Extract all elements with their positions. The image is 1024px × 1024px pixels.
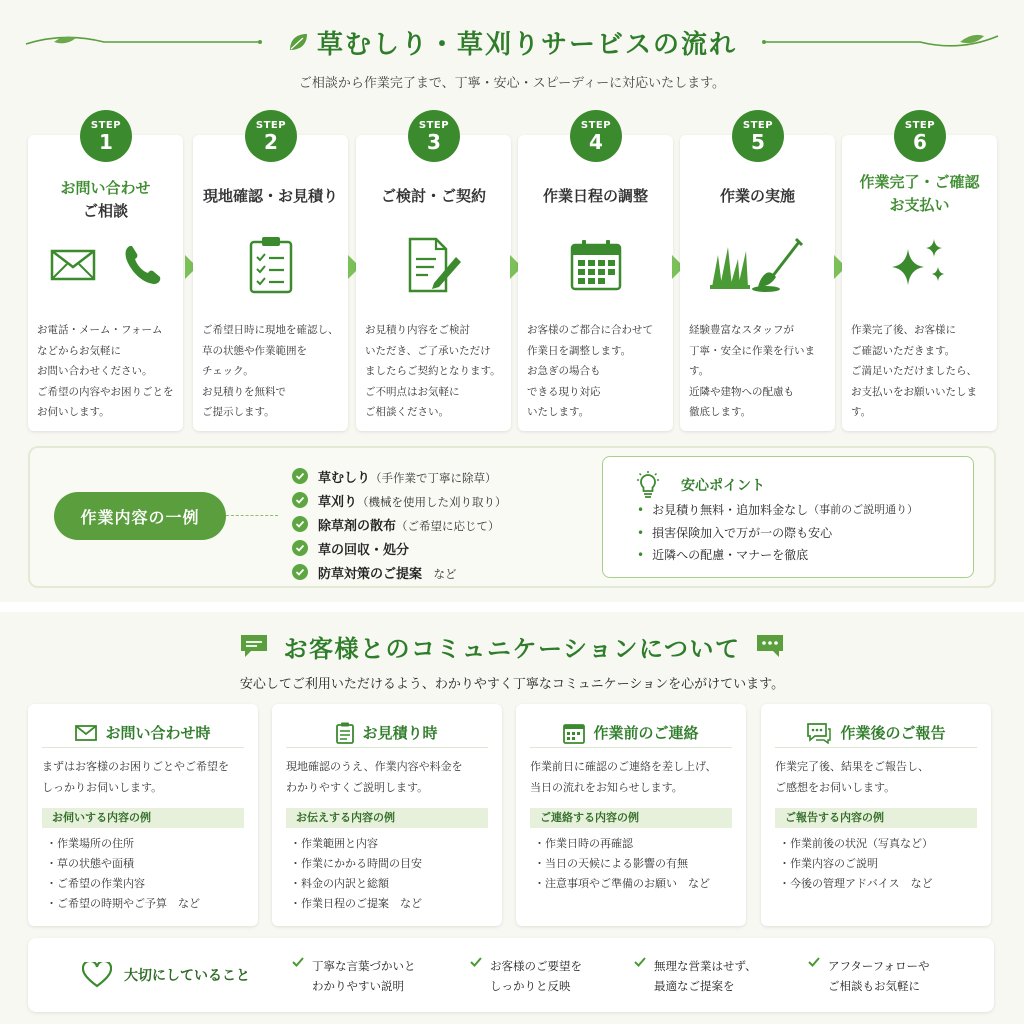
step-desc-line: ご満足いただけましたら、: [851, 365, 977, 377]
step-desc-line: などからお気軽に: [37, 344, 121, 357]
desc-line: しっかりお伺いします。: [42, 781, 163, 794]
step-badge-2: [245, 110, 297, 162]
item-main: • 損害保険加入で万が一の際も安心: [652, 525, 833, 540]
step-number: 3: [427, 129, 441, 154]
item-note: （事前のご説明通り）: [808, 503, 919, 516]
comm-card-description: [42, 756, 250, 798]
list-item: [637, 522, 918, 545]
step-title-line2: お支払い: [889, 196, 950, 214]
list-item: ・ 注意事項やご準備のお願い など: [534, 874, 710, 894]
step-description: [365, 320, 510, 423]
comm-card-report: [761, 704, 991, 926]
comm-card-prework: [516, 704, 746, 926]
communication-section: [0, 612, 1024, 1024]
work-example-pill: 作業内容の一例: [54, 492, 226, 540]
item-main: • お見積り無料・追加料金なし: [652, 503, 809, 517]
step-desc-line: ご確認いただきます。: [851, 344, 956, 357]
list-item: [292, 560, 507, 584]
step-badge-1: [80, 110, 132, 162]
list-item: ・ ご希望の時期やご予算 など: [46, 894, 200, 914]
chat-bubble-icon: [806, 722, 832, 744]
step-desc-line: ご相談ください。: [365, 406, 449, 418]
list-item: ・ ご希望の作業内容: [46, 874, 200, 894]
comm-card-estimate: [272, 704, 502, 926]
desc-line: わかりやすくご説明します。: [286, 781, 429, 794]
grass-shovel-icon: [680, 230, 835, 300]
communication-title-text: お客様とのコミュニケーションについて: [283, 634, 741, 663]
list-item: [292, 536, 507, 560]
comm-card-subheading: ご連絡する内容の例: [530, 808, 732, 828]
value-item-text: 無理な営業はせず、 最適なご提案を: [654, 959, 757, 993]
desc-line: 現地確認のうえ、作業内容や料金を: [286, 760, 463, 773]
check-circle-icon: [292, 516, 308, 532]
comm-card-title: [286, 718, 488, 748]
list-item: ・ 今後の管理アドバイス など: [779, 874, 933, 894]
comm-card-list: [290, 834, 422, 914]
step-label: STEP: [255, 119, 287, 131]
list-item: [637, 499, 918, 522]
title-row: [0, 22, 1024, 62]
safety-points-title-text: 安心ポイント: [681, 478, 765, 494]
comm-card-title-text: お問い合わせ時: [105, 724, 211, 742]
step-number: 4: [589, 129, 603, 154]
step-desc-line: 草の状態や作業範囲を: [202, 344, 307, 357]
values-panel: [28, 938, 994, 1012]
comm-card-title-text: 作業前のご連絡: [593, 724, 699, 742]
step-number: 6: [913, 129, 927, 154]
desc-line: ご感想をお伺いします。: [775, 781, 896, 794]
step-title-line1: 作業完了・ご確認: [859, 173, 980, 191]
step-desc-line: ご提示します。: [202, 406, 275, 418]
step-title-line1: 作業日程の調整: [542, 187, 648, 205]
item-note: （機械を使用した刈り取り）: [357, 494, 507, 509]
check-icon: [808, 956, 820, 968]
phone-icon: [122, 243, 162, 287]
item-note: など: [422, 566, 457, 581]
step-description: [689, 320, 834, 423]
item-main: • 近隣への配慮・マナーを徹底: [652, 548, 809, 562]
step-desc-line: お電話・メーム・フォーム: [37, 324, 163, 336]
step-title-line1: ご検討・ご契約: [380, 187, 486, 205]
step-label: STEP: [418, 119, 450, 131]
list-item: ・ 作業にかかる時間の目安: [290, 854, 422, 874]
desc-line: 当日の流れをお知らせします。: [530, 781, 683, 794]
comm-card-list: [534, 834, 710, 894]
step-card-3: [356, 135, 511, 431]
step-description: [202, 320, 347, 423]
step-desc-line: いただき、ご了承いただけ: [365, 344, 491, 357]
check-circle-icon: [292, 492, 308, 508]
communication-subtitle: 安心してご利用いただけるよう、わかりやすく丁寧なコミュニケーションを心がけています。: [239, 677, 785, 692]
safety-points-title: [635, 471, 765, 499]
list-item: ・ 作業内容のご説明: [779, 854, 933, 874]
step-badge-5: [732, 110, 784, 162]
comm-card-list: [46, 834, 200, 914]
check-circle-icon: [292, 468, 308, 484]
comm-card-title: [775, 718, 977, 748]
lightbulb-icon: [635, 471, 661, 499]
safety-points-panel: [602, 456, 974, 578]
step-label: STEP: [904, 119, 936, 131]
step-title: [28, 177, 183, 223]
step-desc-line: お支払いをお願いいたします。: [851, 385, 977, 418]
comm-card-subheading: ご報告する内容の例: [775, 808, 977, 828]
item-main: 除草剤の散布: [318, 518, 397, 534]
step-desc-line: ましたらご契約となります。: [365, 365, 501, 377]
step-desc-line: いたします。: [527, 406, 590, 418]
list-item: [292, 464, 507, 488]
list-item: ・ 草の状態や面積: [46, 854, 200, 874]
step-desc-line: 近隣や建物への配慮も: [689, 385, 794, 398]
step-description: [851, 320, 996, 423]
item-note: （手作業で丁寧に除草）: [370, 470, 497, 485]
document-pen-icon: [356, 230, 511, 300]
step-desc-line: お見積りを無料で: [202, 385, 286, 398]
step-card-4: [518, 135, 673, 431]
comm-card-subheading: お伝えする内容の例: [286, 808, 488, 828]
list-item: ・ 作業前後の状況（写真など）: [779, 834, 933, 854]
step-desc-line: 作業日を調整します。: [527, 344, 632, 357]
sparkle-icon: [842, 230, 997, 300]
desc-line: まずはお客様のお困りごとやご希望を: [42, 760, 229, 773]
step-badge-6: [894, 110, 946, 162]
chat-bubble-icon: [755, 633, 785, 659]
step-desc-line: 経験豊富なスタッフが: [689, 324, 794, 336]
step-title-line1: 現地確認・お見積り: [202, 187, 338, 205]
envelope-phone-icon: [28, 230, 183, 300]
check-icon: [292, 956, 304, 968]
heart-icon: [82, 962, 112, 988]
values-heading-text: 大切にしていること: [124, 968, 250, 984]
calendar-icon: [518, 230, 673, 300]
step-badge-3: [408, 110, 460, 162]
list-item: ・ 作業日程のご提案 など: [290, 894, 422, 914]
check-circle-icon: [292, 540, 308, 556]
step-number: 2: [264, 129, 278, 154]
desc-line: 作業完了後、結果をご報告し、: [775, 760, 929, 773]
value-item: [292, 956, 416, 996]
step-desc-line: お急ぎの場合も: [527, 365, 601, 377]
value-item-text: お客様のご要望を しっかりと反映: [490, 959, 582, 993]
list-item: ・ 当日の天候による影響の有無: [534, 854, 710, 874]
step-desc-line: チェック。: [202, 365, 254, 377]
comm-card-inquiry: [28, 704, 258, 926]
work-example-list: [292, 464, 507, 584]
step-number: 1: [99, 129, 113, 154]
values-heading: [82, 938, 250, 1012]
chat-bubble-icon: [239, 633, 269, 659]
value-item: [634, 956, 757, 996]
check-circle-icon: [292, 564, 308, 580]
comm-card-description: [775, 756, 983, 798]
list-item: ・ 作業範囲と内容: [290, 834, 422, 854]
step-label: STEP: [580, 119, 612, 131]
comm-card-title: [530, 718, 732, 748]
value-item: [808, 956, 930, 996]
step-title-line1: お問い合わせ: [60, 179, 151, 197]
list-item: ・ 料金の内訳と総額: [290, 874, 422, 894]
steps-row: [28, 110, 998, 432]
comm-card-title-text: 作業後のご報告: [840, 724, 946, 742]
item-note: （ご希望に応じて）: [396, 518, 500, 533]
step-title-line2: ご相談: [82, 202, 128, 220]
clipboard-icon: [193, 230, 348, 300]
step-desc-line: ご希望日時に現地を確認し、: [202, 324, 339, 336]
step-card-5: [680, 135, 835, 431]
step-title: [842, 171, 997, 217]
step-card-2: [193, 135, 348, 431]
step-description: [527, 320, 672, 423]
step-title: [518, 185, 673, 208]
page-subtitle: ご相談から作業完了まで、丁寧・安心・スピーディーに対応いたします。: [298, 76, 726, 91]
dashed-connector: [226, 515, 278, 516]
step-desc-line: 作業完了後、お客様に: [851, 324, 956, 336]
page-title: [287, 24, 737, 61]
step-label: STEP: [90, 119, 122, 131]
communication-title: [0, 628, 1024, 664]
step-badge-4: [570, 110, 622, 162]
work-example-panel: [28, 446, 996, 588]
comm-card-title-text: お見積り時: [362, 724, 438, 742]
envelope-icon: [75, 725, 97, 741]
comm-card-description: [530, 756, 738, 798]
step-desc-line: お問い合わせください。: [37, 365, 153, 377]
list-item: [292, 488, 507, 512]
list-item: [292, 512, 507, 536]
value-item: [470, 956, 582, 996]
check-icon: [470, 956, 482, 968]
value-item-text: アフターフォローや ご相談もお気軽に: [828, 959, 930, 993]
item-main: 草の回収・処分: [318, 542, 410, 558]
check-icon: [634, 956, 646, 968]
list-item: ・ 作業日時の再確認: [534, 834, 710, 854]
clipboard-icon: [336, 722, 354, 744]
step-title: [193, 185, 348, 208]
comm-card-title: [42, 718, 244, 748]
step-title: [680, 185, 835, 208]
safety-points-list: [637, 499, 918, 567]
step-number: 5: [751, 129, 765, 154]
step-desc-line: お見積り内容をご検討: [365, 324, 470, 336]
leaf-icon: [287, 31, 309, 53]
step-card-1: [28, 135, 183, 431]
page-title-text: 草むしり・草刈りサービスの流れ: [316, 29, 737, 60]
item-main: 防草対策のご提案: [318, 566, 423, 582]
step-desc-line: ご希望の内容やお困りごとを: [37, 385, 174, 398]
value-item-text: 丁寧な言葉づかいと わかりやすい説明: [312, 959, 416, 993]
envelope-icon: [50, 247, 96, 283]
list-item: ・ 作業場所の住所: [46, 834, 200, 854]
step-description: [37, 320, 182, 423]
list-item: [637, 544, 918, 567]
comm-card-list: [779, 834, 933, 894]
item-main: 草刈り: [318, 494, 358, 510]
step-desc-line: ご不明点はお気軽に: [365, 385, 460, 398]
step-title-line1: 作業の実施: [719, 187, 795, 205]
item-main: 草むしり: [318, 470, 371, 486]
step-card-6: [842, 135, 997, 431]
comm-card-description: [286, 756, 494, 798]
desc-line: 作業前日に確認のご連絡を差し上げ、: [530, 760, 717, 773]
step-desc-line: 徹底します。: [689, 406, 752, 418]
step-desc-line: できる現り対応: [527, 385, 601, 398]
step-desc-line: お伺いします。: [37, 406, 110, 418]
section-divider: [0, 602, 1024, 612]
step-label: STEP: [742, 119, 774, 131]
calendar-icon: [563, 722, 585, 744]
step-desc-line: 丁寧・安全に作業を行います。: [689, 344, 815, 377]
comm-card-subheading: お伺いする内容の例: [42, 808, 244, 828]
step-title: [356, 185, 511, 208]
step-desc-line: お客様のご都合に合わせて: [527, 324, 653, 336]
